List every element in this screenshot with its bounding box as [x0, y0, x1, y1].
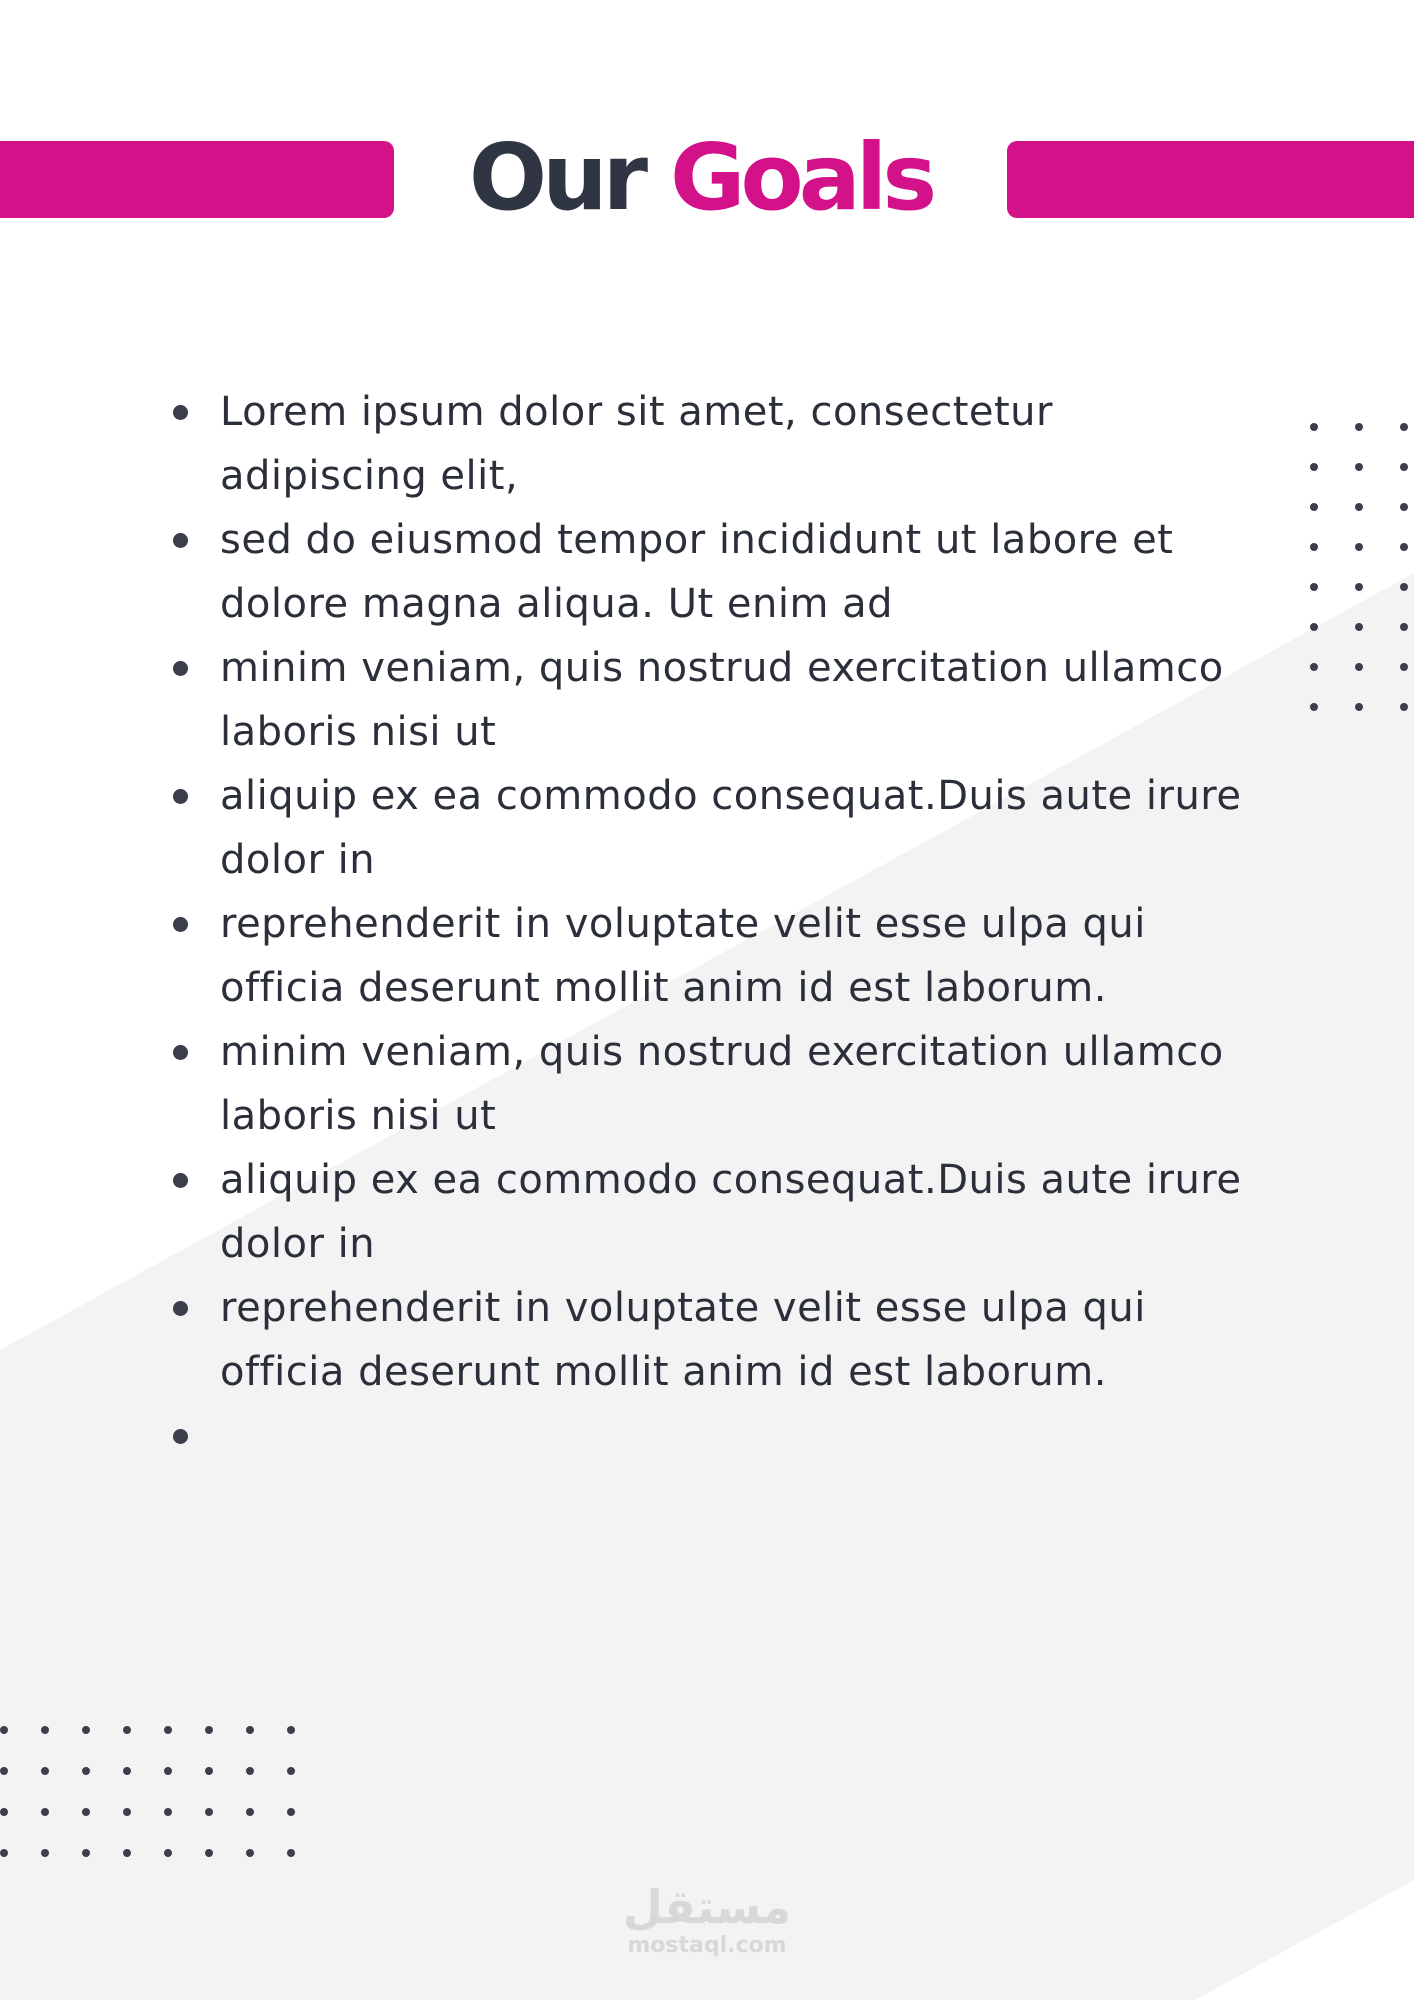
pattern-dot [1355, 703, 1363, 711]
pattern-dot [1400, 623, 1408, 631]
pattern-dot [1400, 503, 1408, 511]
pattern-dot [1400, 543, 1408, 551]
pattern-dot [1310, 503, 1318, 511]
pattern-dot [1355, 423, 1363, 431]
bullet-dot-icon [173, 533, 188, 548]
pattern-dot [0, 1767, 8, 1775]
pattern-dot [164, 1849, 172, 1857]
header-bar-left [0, 141, 394, 218]
header-bar-right [1007, 141, 1414, 218]
pattern-dot [123, 1726, 131, 1734]
pattern-dot [1310, 583, 1318, 591]
pattern-dot [1355, 623, 1363, 631]
goal-text: reprehenderit in voluptate velit esse ulpa qui officia deserunt mollit anim id est laborum. [220, 901, 1146, 1011]
pattern-dot [287, 1849, 295, 1857]
pattern-dot [164, 1726, 172, 1734]
watermark [607, 1880, 807, 1958]
pattern-dot [1310, 663, 1318, 671]
pattern-dot [205, 1808, 213, 1816]
pattern-dot [246, 1808, 254, 1816]
pattern-dot [82, 1726, 90, 1734]
pattern-dot [1310, 423, 1318, 431]
bullet-dot-icon [173, 917, 188, 932]
pattern-dot [82, 1767, 90, 1775]
goal-item [170, 1276, 1260, 1404]
goal-item [170, 1020, 1260, 1148]
pattern-dot [0, 1849, 8, 1857]
title-goals: Goals [670, 124, 933, 231]
goal-item [170, 380, 1260, 508]
pattern-dot [1400, 423, 1408, 431]
bullet-dot-icon [173, 1301, 188, 1316]
goal-text: aliquip ex ea commodo consequat.Duis aute irure dolor in [220, 1157, 1242, 1267]
pattern-dot [1400, 583, 1408, 591]
pattern-dot [1400, 663, 1408, 671]
pattern-dot [41, 1767, 49, 1775]
pattern-dot [123, 1767, 131, 1775]
pattern-dot [1355, 663, 1363, 671]
pattern-dot [1400, 703, 1408, 711]
goal-item [170, 764, 1260, 892]
goal-text: Lorem ipsum dolor sit amet, consectetur adipiscing elit, [220, 389, 1053, 499]
goal-item [170, 1148, 1260, 1276]
goal-item [170, 636, 1260, 764]
watermark-url: mostaql.com [627, 1933, 787, 1958]
pattern-dot [123, 1849, 131, 1857]
pattern-dot [0, 1726, 8, 1734]
pattern-dot [41, 1808, 49, 1816]
pattern-dot [82, 1808, 90, 1816]
pattern-dot [287, 1726, 295, 1734]
goal-text: minim veniam, quis nostrud exercitation ullamco laboris nisi ut [220, 1029, 1224, 1139]
pattern-dot [82, 1849, 90, 1857]
pattern-dot [246, 1767, 254, 1775]
dot-pattern-right [1310, 423, 1414, 711]
pattern-dot [287, 1808, 295, 1816]
goal-text: sed do eiusmod tempor incididunt ut labore et dolore magna aliqua. Ut enim ad [220, 517, 1174, 627]
pattern-dot [164, 1767, 172, 1775]
pattern-dot [205, 1767, 213, 1775]
pattern-dot [164, 1808, 172, 1816]
goal-item [170, 508, 1260, 636]
pattern-dot [205, 1726, 213, 1734]
goal-text: minim veniam, quis nostrud exercitation ullamco laboris nisi ut [220, 645, 1224, 755]
pattern-dot [1310, 623, 1318, 631]
pattern-dot [1400, 463, 1408, 471]
pattern-dot [246, 1849, 254, 1857]
pattern-dot [0, 1808, 8, 1816]
pattern-dot [1310, 543, 1318, 551]
goal-text: aliquip ex ea commodo consequat.Duis aute irure dolor in [220, 773, 1242, 883]
goals-list [170, 380, 1260, 1468]
pattern-dot [246, 1726, 254, 1734]
pattern-dot [1310, 703, 1318, 711]
goal-item [170, 1404, 1260, 1468]
pattern-dot [1355, 543, 1363, 551]
bullet-dot-icon [173, 789, 188, 804]
bullet-dot-icon [173, 1429, 188, 1444]
pattern-dot [1355, 583, 1363, 591]
dot-pattern-bottom-left [0, 1726, 295, 1857]
bullet-dot-icon [173, 1045, 188, 1060]
pattern-dot [1355, 503, 1363, 511]
bullet-dot-icon [173, 661, 188, 676]
pattern-dot [1355, 463, 1363, 471]
goal-text: reprehenderit in voluptate velit esse ulpa qui officia deserunt mollit anim id est laborum. [220, 1285, 1146, 1395]
goal-item [170, 892, 1260, 1020]
bullet-dot-icon [173, 1173, 188, 1188]
page-title [394, 118, 1007, 238]
pattern-dot [1310, 463, 1318, 471]
watermark-logo: مستقل [622, 1880, 792, 1934]
pattern-dot [205, 1849, 213, 1857]
pattern-dot [123, 1808, 131, 1816]
pattern-dot [287, 1767, 295, 1775]
title-our: Our [468, 124, 643, 231]
bullet-dot-icon [173, 405, 188, 420]
pattern-dot [41, 1849, 49, 1857]
pattern-dot [41, 1726, 49, 1734]
